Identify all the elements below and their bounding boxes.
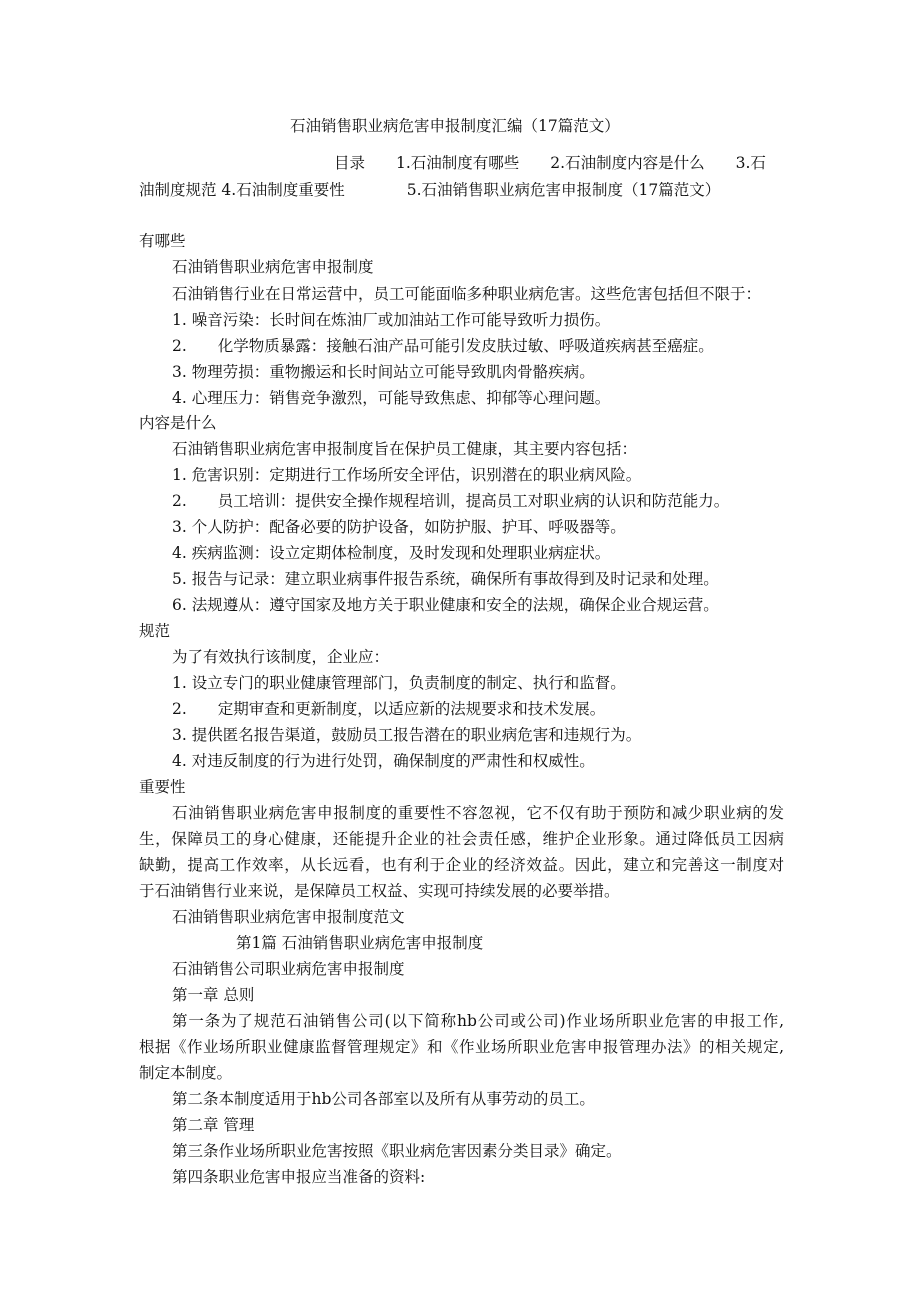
- list-item: 6. 法规遵从：遵守国家及地方关于职业健康和安全的法规，确保企业合规运营。: [172, 596, 719, 614]
- paragraph-line: 根据《作业场所职业健康监督管理规定》和《作业场所职业危害申报管理办法》的相关规定,: [139, 1038, 784, 1056]
- list-item: 1. 设立专门的职业健康管理部门，负责制度的制定、执行和监督。: [172, 674, 626, 692]
- paragraph-line: 于石油销售行业来说，是保障员工权益、实现可持续发展的必要举措。: [139, 882, 620, 900]
- list-item: 2. 员工培训：提供安全操作规程培训，提高员工对职业病的认识和防范能力。: [172, 492, 730, 510]
- chapter-heading: 第二章 管理: [172, 1116, 255, 1134]
- list-item: 4. 对违反制度的行为进行处罚，确保制度的严肃性和权威性。: [172, 752, 595, 770]
- paragraph-line: 制定本制度。: [139, 1064, 233, 1082]
- document-title: 石油销售职业病危害申报制度汇编（17篇范文）: [290, 117, 620, 135]
- list-item: 2. 化学物质暴露：接触石油产品可能引发皮肤过敏、呼吸道疾病甚至癌症。: [172, 337, 714, 355]
- paragraph: 第四条职业危害申报应当准备的资料:: [172, 1168, 426, 1186]
- chapter-heading: 第一章 总则: [172, 986, 255, 1004]
- article-subtitle: 石油销售公司职业病危害申报制度: [172, 960, 405, 978]
- section-heading: 内容是什么: [139, 414, 217, 432]
- list-item: 5. 报告与记录：建立职业病事件报告系统，确保所有事故得到及时记录和处理。: [172, 570, 719, 588]
- section-heading: 有哪些: [139, 232, 186, 250]
- toc-line-1: 目录 1.石油制度有哪些 2.石油制度内容是什么 3.石: [334, 154, 766, 172]
- paragraph: 石油销售行业在日常运营中，员工可能面临多种职业病危害。这些危害包括但不限于：: [172, 285, 762, 303]
- section-subheading: 石油销售职业病危害申报制度范文: [172, 908, 405, 926]
- section-subheading: 石油销售职业病危害申报制度: [172, 258, 374, 276]
- paragraph: 石油销售职业病危害申报制度旨在保护员工健康，其主要内容包括：: [172, 440, 638, 458]
- list-item: 3. 物理劳损：重物搬运和长时间站立可能导致肌肉骨骼疾病。: [172, 363, 595, 381]
- list-item: 4. 疾病监测：设立定期体检制度，及时发现和处理职业病症状。: [172, 544, 611, 562]
- paragraph-line: 生，保障员工的身心健康，还能提升企业的社会责任感，维护企业形象。通过降低员工因病: [139, 830, 784, 848]
- list-item: 2. 定期审查和更新制度，以适应新的法规要求和技术发展。: [172, 700, 606, 718]
- paragraph-line: 石油销售职业病危害申报制度的重要性不容忽视，它不仅有助于预防和减少职业病的发: [172, 804, 784, 822]
- paragraph: 为了有效执行该制度，企业应：: [172, 648, 390, 666]
- list-item: 3. 个人防护：配备必要的防护设备，如防护服、护耳、呼吸器等。: [172, 518, 626, 536]
- toc-line-2: 油制度规范 4.石油制度重要性 5.石油销售职业病危害申报制度（17篇范文）: [139, 181, 721, 199]
- list-item: 4. 心理压力：销售竞争激烈，可能导致焦虑、抑郁等心理问题。: [172, 389, 611, 407]
- paragraph: 第二条本制度适用于hb公司各部室以及所有从事劳动的员工。: [172, 1090, 595, 1108]
- section-heading: 规范: [139, 622, 171, 640]
- list-item: 1. 噪音污染：长时间在炼油厂或加油站工作可能导致听力损伤。: [172, 311, 611, 329]
- section-heading: 重要性: [139, 778, 186, 796]
- paragraph-line: 第一条为了规范石油销售公司(以下简称hb公司或公司)作业场所职业危害的申报工作,: [172, 1012, 784, 1030]
- list-item: 1. 危害识别：定期进行工作场所安全评估，识别潜在的职业病风险。: [172, 466, 642, 484]
- paragraph: 第三条作业场所职业危害按照《职业病危害因素分类目录》确定。: [172, 1142, 622, 1160]
- article-title: 第1篇 石油销售职业病危害申报制度: [236, 934, 484, 952]
- paragraph-line: 缺勤，提高工作效率，从长远看，也有利于企业的经济效益。因此，建立和完善这一制度对: [139, 856, 784, 874]
- list-item: 3. 提供匿名报告渠道，鼓励员工报告潜在的职业病危害和违规行为。: [172, 726, 642, 744]
